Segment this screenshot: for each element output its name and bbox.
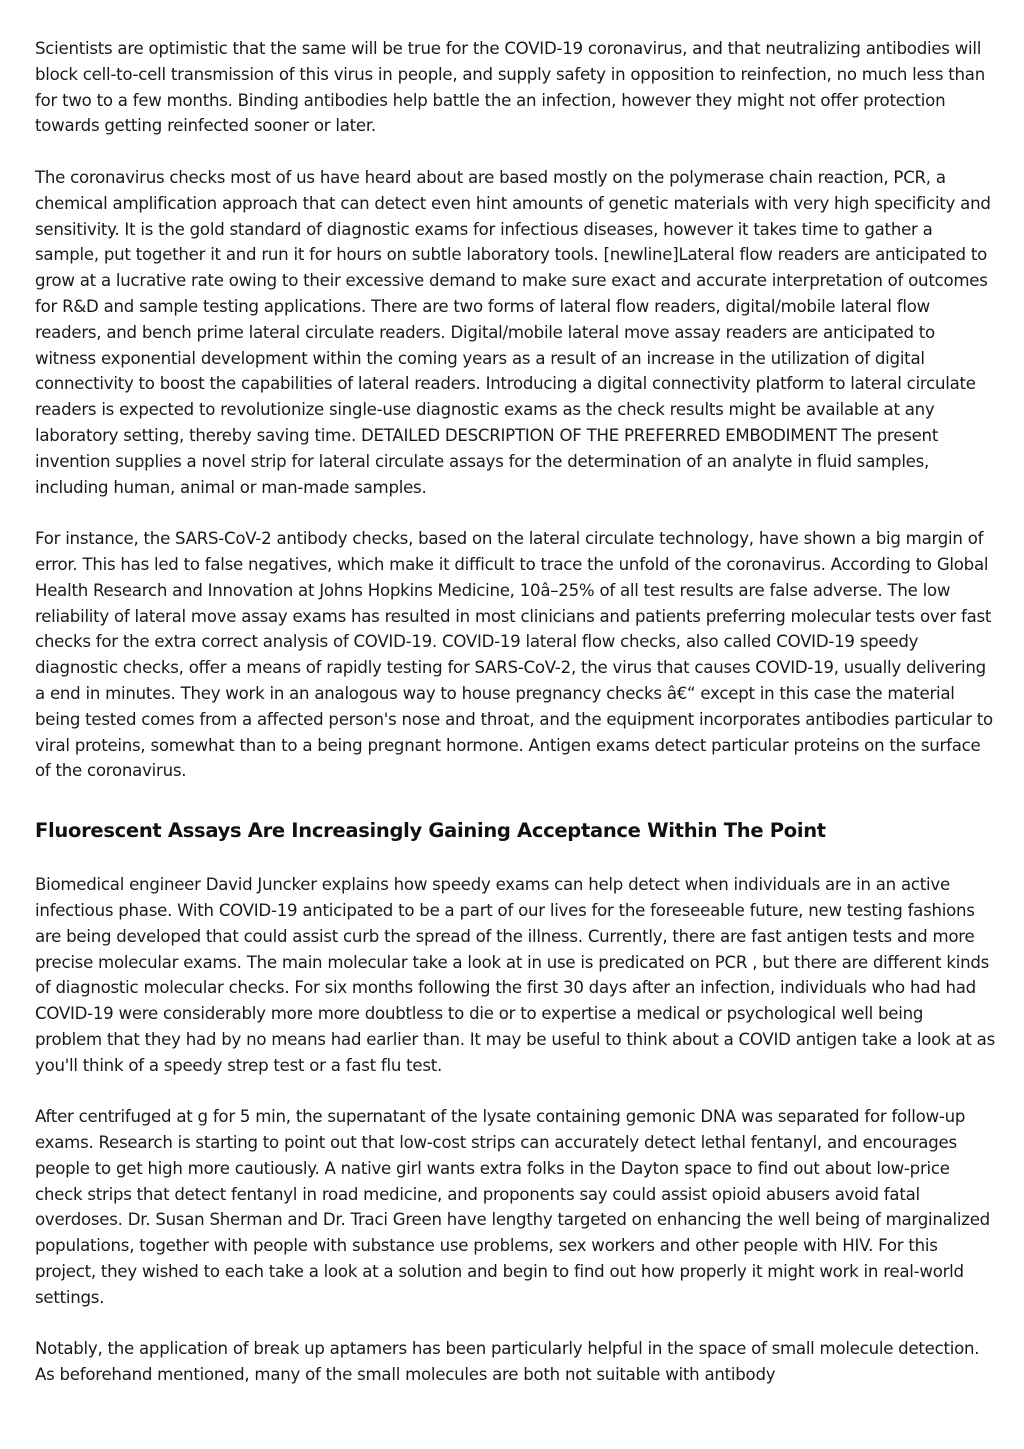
paragraph-neutralizing-antibodies: Scientists are optimistic that the same will be true for the COVID-19 coronavirus, and that neutralizing antibodies will block cell-to-cell transmission of this virus in people, and supply safety in opposition to reinfection, no much less than for two to a few months. Binding antibodies help battle the an infection, however they might not offer protection towards getting reinfected sooner or later. bbox=[35, 39, 985, 136]
paragraph-split-aptamers: Notably, the application of break up aptamers has been particularly helpful in the space of small molecule detection. As beforehand mentioned, many of the small molecules are both not suitable with antibody bbox=[35, 1339, 980, 1385]
paragraph-speedy-exams: Biomedical engineer David Juncker explains how speedy exams can help detect when individuals are in an active infectious phase. With COVID-19 anticipated to be a part of our lives for the foreseeable future, new testing fashions are being developed that could assist curb the spread of the illness. Currently, there are fast antigen tests and more precise molecular exams. The main molecular take a look at in use is predicated on PCR , but there are different kinds of diagnostic molecular checks. For six months following the first 30 days after an infection, individuals who had had COVID-19 were considerably more more doubtless to die or to expertise a medical or psychological well being problem that they had by no means had earlier than. It may be useful to think about a COVID antigen take a look at as you'll think of a speedy strep test or a fast flu test. bbox=[35, 875, 995, 1075]
section-heading: Fluorescent Assays Are Increasingly Gaining Acceptance Within The Point bbox=[35, 819, 826, 843]
paragraph-sars-cov-2-antibody-checks: For instance, the SARS-CoV-2 antibody checks, based on the lateral circulate technology, have shown a big margin of error. This has led to false negatives, which make it difficult to trace the unfold of the coronavirus. According to Global Health Research and Innovation at Johns Hopkins Medicine, 10â–25% of all test results are false adverse. The low reliability of lateral move assay exams has resulted in most clinicians and patients preferring molecular tests over fast checks for the extra correct analysis of COVID-19. COVID-19 lateral flow checks, also called COVID-19 speedy diagnostic checks, offer a means of rapidly testing for SARS-CoV-2, the virus that causes COVID-19, usually delivering a end in minutes. They work in an analogous way to house pregnancy checks â€“ except in this case the material being tested comes from a affected person's nose and throat, and the equipment incorporates antibodies particular to viral proteins, somewhat than to a being pregnant hormone. Antigen exams detect particular proteins on the surface of the coronavirus. bbox=[35, 529, 993, 781]
paragraph-pcr-lateral-flow-readers: The coronavirus checks most of us have heard about are based mostly on the polymerase chain reaction, PCR, a chemical amplification approach that can detect even hint amounts of genetic materials with very high specificity and sensitivity. It is the gold standard of diagnostic exams for infectious diseases, however it takes time to gather a sample, put together it and run it for hours on subtle laboratory tools. [newline]Lateral flow readers are anticipated to grow at a lucrative rate owing to their excessive demand to make sure exact and accurate interpretation of outcomes for R&D and sample testing applications. There are two forms of lateral flow readers, digital/mobile lateral flow readers, and bench prime lateral circulate readers. Digital/mobile lateral move assay readers are anticipated to witness exponential development within the coming years as a result of an increase in the utilization of digital connectivity to boost the capabilities of lateral readers. Introducing a digital connectivity platform to lateral circulate readers is expected to revolutionize single-use diagnostic exams as the check results might be available at any laboratory setting, thereby saving time. DETAILED DESCRIPTION OF THE PREFERRED EMBODIMENT The present invention supplies a novel strip for lateral circulate assays for the determination of an analyte in fluid samples, including human, animal or man-made samples. bbox=[35, 167, 991, 497]
paragraph-fentanyl-strips: After centrifuged at g for 5 min, the supernatant of the lysate containing gemonic DNA was separated for follow-up exams. Research is starting to point out that low-cost strips can accurately detect lethal fentanyl, and encourages people to get high more cautiously. A native girl wants extra folks in the Dayton space to find out about low-price check strips that detect fentanyl in road medicine, and proponents say could assist opioid abusers avoid fatal overdoses. Dr. Susan Sherman and Dr. Traci Green have lengthy targeted on enhancing the well being of marginalized populations, together with people with substance use problems, sex workers and other people with HIV. For this project, they wished to each take a look at a solution and begin to find out how properly it might work in real-world settings. bbox=[35, 1107, 990, 1307]
article-body bbox=[35, 36, 995, 1414]
